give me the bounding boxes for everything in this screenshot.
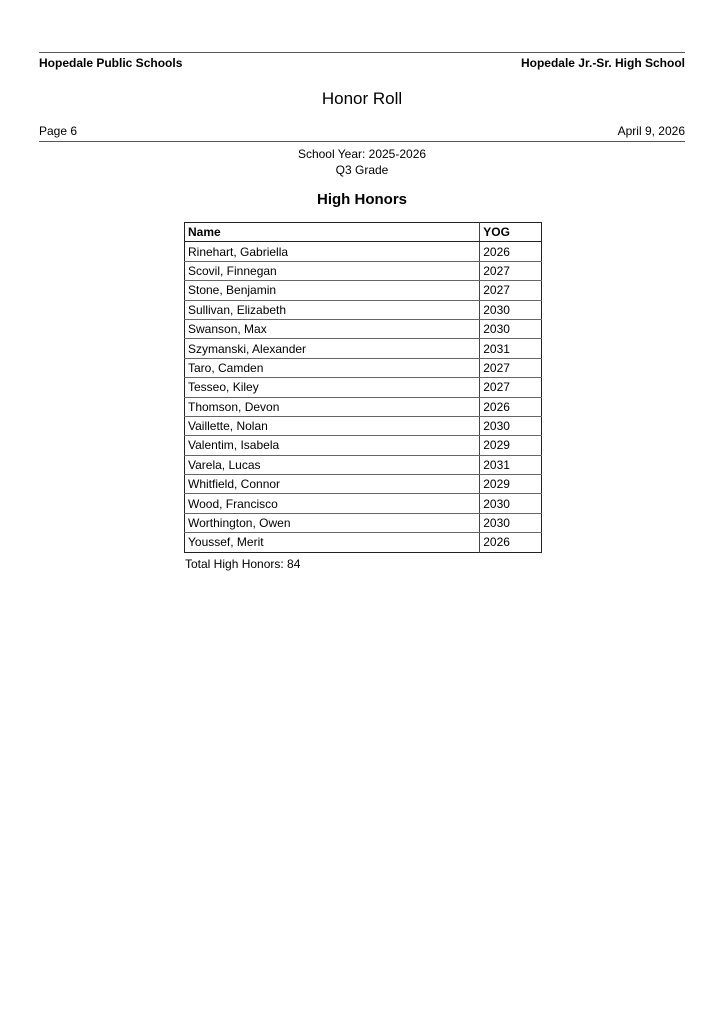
report-title: Honor Roll: [321, 89, 403, 108]
student-name: Youssef, Merit: [185, 533, 480, 552]
student-yog: 2031: [480, 339, 542, 358]
school-name: Hopedale Jr.-Sr. High School: [520, 56, 685, 70]
header-bottom-rule: [39, 141, 685, 142]
table-row: [185, 281, 542, 300]
table-row: [185, 455, 542, 474]
total-high-honors: Total High Honors: 84: [185, 557, 301, 571]
student-yog: 2029: [480, 475, 542, 494]
student-name: Tesseo, Kiley: [185, 378, 480, 397]
table-row: [185, 436, 542, 455]
table-row: [185, 378, 542, 397]
student-name: Scovil, Finnegan: [185, 261, 480, 280]
student-name: Sullivan, Elizabeth: [185, 300, 480, 319]
student-name: Varela, Lucas: [185, 455, 480, 474]
student-yog: 2030: [480, 300, 542, 319]
district-name: Hopedale Public Schools: [39, 56, 183, 70]
column-header-yog: YOG: [480, 223, 542, 242]
student-yog: 2027: [480, 358, 542, 377]
student-yog: 2027: [480, 378, 542, 397]
student-name: Whitfield, Connor: [185, 475, 480, 494]
table-row: [185, 397, 542, 416]
table-row: [185, 416, 542, 435]
student-name: Valentim, Isabela: [185, 436, 480, 455]
student-name: Szymanski, Alexander: [185, 339, 480, 358]
table-row: [185, 533, 542, 552]
section-title: High Honors: [317, 191, 407, 208]
column-header-name: Name: [185, 223, 480, 242]
student-yog: 2027: [480, 281, 542, 300]
student-yog: 2027: [480, 261, 542, 280]
student-yog: 2026: [483, 535, 510, 550]
honor-roll-table: [184, 222, 542, 553]
report-date: April 9, 2026: [617, 124, 685, 138]
student-name: Worthington, Owen: [185, 513, 480, 532]
table-row: [185, 242, 542, 261]
page-number: Page 6: [39, 124, 78, 138]
table-row: [185, 319, 542, 338]
table-row: [185, 494, 542, 513]
grade-period: Q3 Grade: [335, 163, 389, 177]
student-yog: 2029: [480, 436, 542, 455]
student-yog: 2031: [480, 455, 542, 474]
student-name: Rinehart, Gabriella: [185, 242, 480, 261]
school-year: School Year: 2025-2026: [297, 147, 427, 161]
student-name: Taro, Camden: [185, 358, 480, 377]
student-yog: 2030: [480, 494, 542, 513]
student-name: Vaillette, Nolan: [185, 416, 480, 435]
student-name: Thomson, Devon: [185, 397, 480, 416]
table-row: [185, 300, 542, 319]
student-yog: 2030: [480, 416, 542, 435]
table-row: [185, 339, 542, 358]
student-name: Wood, Francisco: [185, 494, 480, 513]
table-row: [185, 358, 542, 377]
table-row: [185, 513, 542, 532]
student-yog: 2026: [480, 397, 542, 416]
student-yog: 2030: [480, 513, 542, 532]
student-name: Stone, Benjamin: [185, 281, 480, 300]
student-name: Swanson, Max: [185, 319, 480, 338]
student-yog: 2026: [480, 242, 542, 261]
student-yog: 2030: [480, 319, 542, 338]
table-row: [185, 261, 542, 280]
table-row: [185, 475, 542, 494]
header-top-rule: [39, 52, 685, 53]
table-header-row: [185, 223, 542, 242]
